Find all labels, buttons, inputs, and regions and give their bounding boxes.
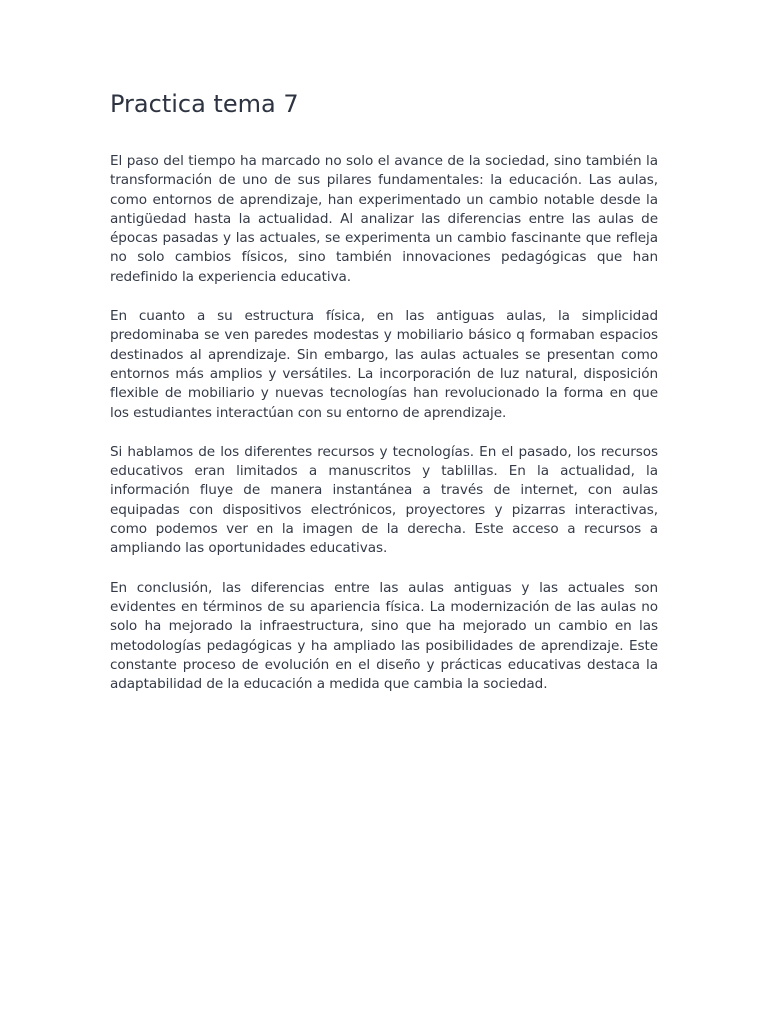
paragraph-introduction: El paso del tiempo ha marcado no solo el avance de la sociedad, sino también la transformación de uno de sus pilares fundamentales: la educación. Las aulas, como entornos de aprendizaje, han experimentado un cambio notable desde la antigüedad hasta la actualidad. Al analizar las diferencias entre las aulas de épocas pasadas y las actuales, se experimenta un cambio fascinante que refleja no solo cambios físicos, sino también innovaciones pedagógicas que han redefinido la experiencia educativa. — [110, 153, 658, 285]
document-content — [110, 88, 658, 714]
paragraph-resources-technology: Si hablamos de los diferentes recursos y tecnologías. En el pasado, los recursos educativos eran limitados a manuscritos y tablillas. En la actualidad, la información fluye de manera instantánea a través de internet, con aulas equipadas con dispositivos electrónicos, proyectores y pizarras interactivas, como podemos ver en la imagen de la derecha. Este acceso a recursos a ampliando las oportunidades educativas. — [110, 443, 658, 557]
paragraph-conclusion: En conclusión, las diferencias entre las aulas antiguas y las actuales son evidentes en términos de su apariencia física. La modernización de las aulas no solo ha mejorado la infraestructura, sino que ha mejorado un cambio en las metodologías pedagógicas y ha ampliado las posibilidades de aprendizaje. Este constante proceso de evolución en el diseño y prácticas educativas destaca la adaptabilidad de la educación a medida que cambia la sociedad. — [110, 579, 658, 693]
document-title: Practica tema 7 — [110, 90, 299, 118]
paragraph-physical-structure: En cuanto a su estructura física, en las antiguas aulas, la simplicidad predominaba se ven paredes modestas y mobiliario básico q formaban espacios destinados al aprendizaje. Sin embargo, las aulas actuales se presentan como entornos más amplios y versátiles. La incorporación de luz natural, disposición flexible de mobiliario y nuevas tecnologías han revolucionado la forma en que los estudiantes interactúan con su entorno de aprendizaje. — [110, 308, 658, 421]
